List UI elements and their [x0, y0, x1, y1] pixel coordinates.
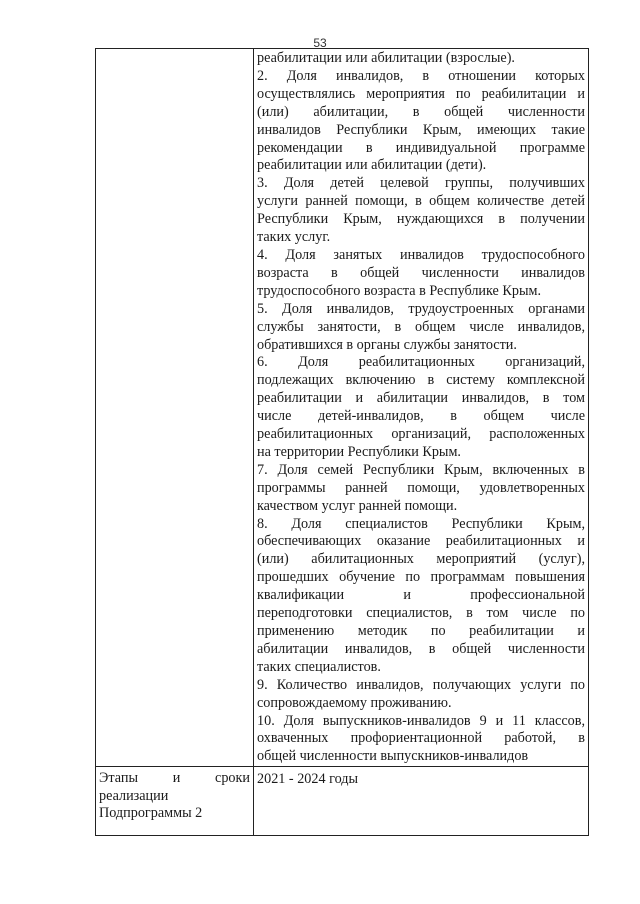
indicator-text-line: обеспечивающих оказание реабилитационных и	[257, 533, 585, 550]
stages-value-cell	[254, 767, 589, 836]
indicator-text-line: таких специалистов.	[257, 658, 381, 675]
indicator-text-line: абилитации инвалидов, в общей численности	[257, 640, 585, 657]
indicator-text-line: Республики Крым, нуждающихся в получении	[257, 211, 585, 228]
indicator-text-line: 3. Доля детей целевой группы, получивших	[257, 175, 585, 192]
indicator-lines	[257, 50, 585, 766]
indicator-text-line: общей численности выпускников-инвалидов	[257, 748, 529, 765]
indicator-text-line: числе детей-инвалидов, в общем числе	[257, 408, 585, 425]
indicator-text-line: инвалидов Республики Крым, имеющих такие	[257, 121, 585, 138]
indicator-text-line: службы занятости, в общем числе инвалидов,	[257, 318, 585, 335]
indicators-list-cell	[254, 49, 589, 767]
indicator-text-line: охваченных профориентационной работой, в	[257, 730, 585, 747]
indicators-row	[96, 49, 589, 767]
indicator-text-line: на территории Республики Крым.	[257, 443, 461, 460]
indicator-text-line: реабилитационных организаций, расположенных	[257, 426, 585, 443]
indicator-text-line: 4. Доля занятых инвалидов трудоспособного	[257, 246, 585, 263]
indicator-text-line: 2. Доля инвалидов, в отношении которых	[257, 67, 585, 84]
indicator-text-line: подлежащих включению в систему комплексной	[257, 372, 585, 389]
indicator-text-line: обратившихся в органы службы занятости.	[257, 336, 517, 353]
indicator-text-line: 7. Доля семей Республики Крым, включенных в	[257, 461, 585, 478]
page-number: 53	[313, 36, 327, 50]
indicator-text-line: 9. Количество инвалидов, получающих услуги по	[257, 676, 585, 693]
indicator-text-line: 5. Доля инвалидов, трудоустроенных органами	[257, 300, 585, 317]
indicator-text-line: рекомендации в индивидуальной программе	[257, 139, 585, 156]
indicator-text-line: реабилитации или абилитации (дети).	[257, 157, 487, 174]
indicator-text-line: применению методик по реабилитации и	[257, 623, 585, 639]
indicator-text-line: переподготовки специалистов, в том числе по	[257, 605, 585, 622]
indicator-text-line: прошедших обучение по программам повышения	[257, 569, 585, 586]
indicator-text-line: 8. Доля специалистов Республики Крым,	[257, 515, 585, 532]
indicator-text-line: возраста в общей численности инвалидов	[257, 264, 585, 281]
indicator-text-line: (или) абилитации, в общей численности	[257, 103, 585, 120]
indicator-text-line: 10. Доля выпускников-инвалидов 9 и 11 классов,	[257, 712, 585, 729]
stages-period: 2021 - 2024 годы	[257, 771, 359, 788]
stages-label-cell	[96, 767, 254, 836]
stages-row	[96, 767, 589, 836]
stages-label-line: реализации	[99, 787, 169, 804]
indicator-text-line: трудоспособного возраста в Республике Крым.	[257, 282, 542, 299]
indicator-text-line: качеством услуг ранней помощи.	[257, 497, 458, 514]
stages-label-line: Этапы и сроки	[99, 770, 250, 787]
indicator-text-line: программы ранней помощи, удовлетворенных	[257, 479, 585, 496]
indicator-text-line: реабилитации или абилитации (взрослые).	[257, 50, 515, 66]
subprogram-table	[95, 48, 589, 836]
indicator-text-line: (или) абилитационных мероприятий (услуг),	[257, 551, 585, 568]
indicator-text-line: услуги ранней помощи, в общем количестве детей	[257, 193, 585, 210]
indicator-text-line: сопровождаемому проживанию.	[257, 694, 452, 711]
stages-label-line: Подпрограммы 2	[99, 805, 203, 822]
indicator-text-line: 6. Доля реабилитационных организаций,	[257, 354, 585, 371]
indicator-text-line: осуществлялись мероприятия по реабилитации и	[257, 85, 585, 102]
indicators-label-cell	[96, 49, 254, 767]
indicator-text-line: квалификации и профессиональной	[257, 587, 585, 604]
indicator-text-line: таких услуг.	[257, 229, 331, 246]
indicator-text-line: реабилитации и абилитации инвалидов, в том	[257, 390, 585, 407]
